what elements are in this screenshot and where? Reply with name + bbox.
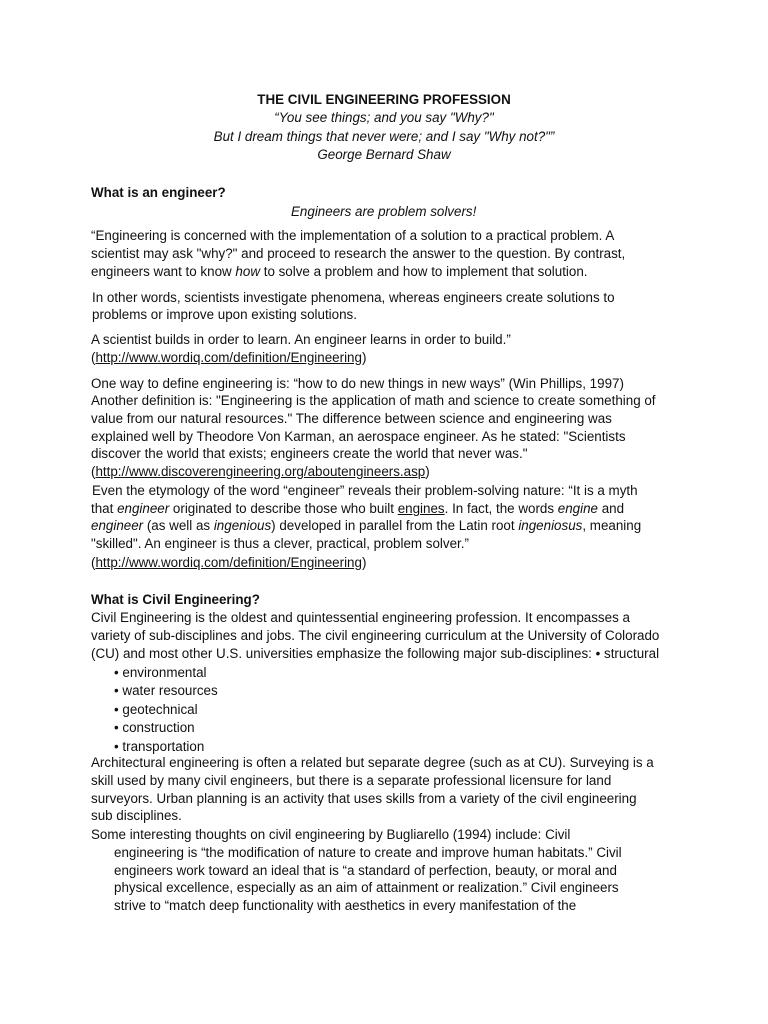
list-item: • geotechnical <box>114 702 198 717</box>
text-run: ingenious <box>213 518 272 533</box>
para5-line: "skilled". An engineer is thus a clever, practical, problem solver.” <box>91 536 469 551</box>
list-item: • environmental <box>114 665 207 680</box>
para3-line: A scientist builds in order to learn. An engineer learns in order to build.” <box>91 332 511 347</box>
civil-para2-line: Architectural engineering is often a related but separate degree (such as at CU). Surveying is a <box>91 755 654 770</box>
text-run: ingeniosus <box>518 518 583 533</box>
text-run: engines <box>397 501 445 516</box>
para5-line <box>91 554 366 572</box>
para4-line <box>91 463 430 481</box>
civil-para2-line: skill used by many civil engineers, but there is a separate professional licensure for land <box>91 773 612 788</box>
wordiq-link[interactable]: http://www.wordiq.com/definition/Engineering <box>95 350 362 365</box>
text-run: engineers want to know <box>91 264 236 279</box>
text-run: engineer <box>91 518 144 533</box>
civil-para2-line: sub disciplines. <box>91 808 182 823</box>
heading-what-is-engineer: What is an engineer? <box>91 185 226 200</box>
para4-line: discover the world that exists; engineers create the world that never was." <box>91 446 528 461</box>
text-run: that <box>91 501 118 516</box>
subheading: Engineers are problem solvers! <box>291 204 477 219</box>
wordiq-link[interactable]: http://www.wordiq.com/definition/Engineering <box>95 555 362 570</box>
discoverengineering-link[interactable]: http://www.discoverengineering.org/aboutengineers.asp <box>95 464 426 479</box>
text-run: engineer <box>117 501 170 516</box>
text-run: ) developed in parallel from the Latin root <box>271 518 519 533</box>
text-run: (as well as <box>143 518 214 533</box>
para4-line: One way to define engineering is: “how to do new things in new ways” (Win Phillips, 1997) <box>91 376 624 391</box>
para1-line <box>91 263 588 281</box>
text-run: engine <box>557 501 598 516</box>
para4-line: explained well by Theodore Von Karman, an aerospace engineer. As he stated: "Scientists <box>91 429 626 444</box>
text-run: to solve a problem and how to implement that solution. <box>260 264 588 279</box>
para3-line <box>91 349 366 367</box>
para4-line: value from our natural resources." The difference between science and engineering was <box>91 411 612 426</box>
civil-para3-line: engineering is “the modification of nature to create and improve human habitats.” Civil <box>114 845 622 860</box>
heading-what-is-civil: What is Civil Engineering? <box>91 592 260 607</box>
para1-line: “Engineering is concerned with the implementation of a solution to a practical problem. A <box>91 228 615 243</box>
text-run: ) <box>361 350 367 365</box>
text-run: ( <box>91 350 96 365</box>
civil-para3-line: Some interesting thoughts on civil engineering by Bugliarello (1994) include: Civil <box>91 827 571 842</box>
list-item: • water resources <box>114 683 218 698</box>
text-run: ) <box>361 555 367 570</box>
quote-line-1: “You see things; and you say "Why?" <box>274 110 494 125</box>
civil-para3-line: physical excellence, especially as an aim of attainment or realization.” Civil engineers <box>114 880 619 895</box>
civil-para2-line: surveyors. Urban planning is an activity that uses skills from a variety of the civil engineering <box>91 791 637 806</box>
civil-para1-line: Civil Engineering is the oldest and quintessential engineering profession. It encompasses a <box>91 610 630 625</box>
quote-author: George Bernard Shaw <box>317 147 451 162</box>
para5-line <box>91 517 641 535</box>
text-run: originated to describe those who built <box>169 501 398 516</box>
civil-para3-line: engineers work toward an ideal that is “a standard of perfection, beauty, or moral and <box>114 863 617 878</box>
para2-line: In other words, scientists investigate phenomena, whereas engineers create solutions to <box>92 290 615 305</box>
text-run: ) <box>425 464 430 479</box>
para5-line: Even the etymology of the word “engineer” reveals their problem-solving nature: “It is a myth <box>92 483 638 498</box>
text-run: . In fact, the words <box>444 501 558 516</box>
text-run: ( <box>91 555 96 570</box>
para2-line: problems or improve upon existing solutions. <box>92 307 357 322</box>
para5-line <box>91 500 624 518</box>
text-run: ( <box>91 464 96 479</box>
quote-line-2: But I dream things that never were; and I say "Why not?"” <box>213 129 555 144</box>
text-run: how <box>235 264 260 279</box>
doc-title: THE CIVIL ENGINEERING PROFESSION <box>257 92 511 107</box>
text-run: and <box>598 501 625 516</box>
list-item: • transportation <box>114 739 205 754</box>
text-run: , meaning <box>582 518 642 533</box>
para4-line: Another definition is: "Engineering is the application of math and science to create something of <box>91 393 656 408</box>
civil-para3-line: strive to “match deep functionality with aesthetics in every manifestation of the <box>114 898 577 913</box>
para1-line: scientist may ask "why?" and proceed to research the answer to the question. By contrast, <box>91 246 626 261</box>
civil-para1-line: variety of sub-disciplines and jobs. The civil engineering curriculum at the University of Colorado <box>91 628 660 643</box>
list-item: • construction <box>114 720 195 735</box>
civil-para1-line: (CU) and most other U.S. universities emphasize the following major sub-disciplines: • structural <box>91 646 660 661</box>
